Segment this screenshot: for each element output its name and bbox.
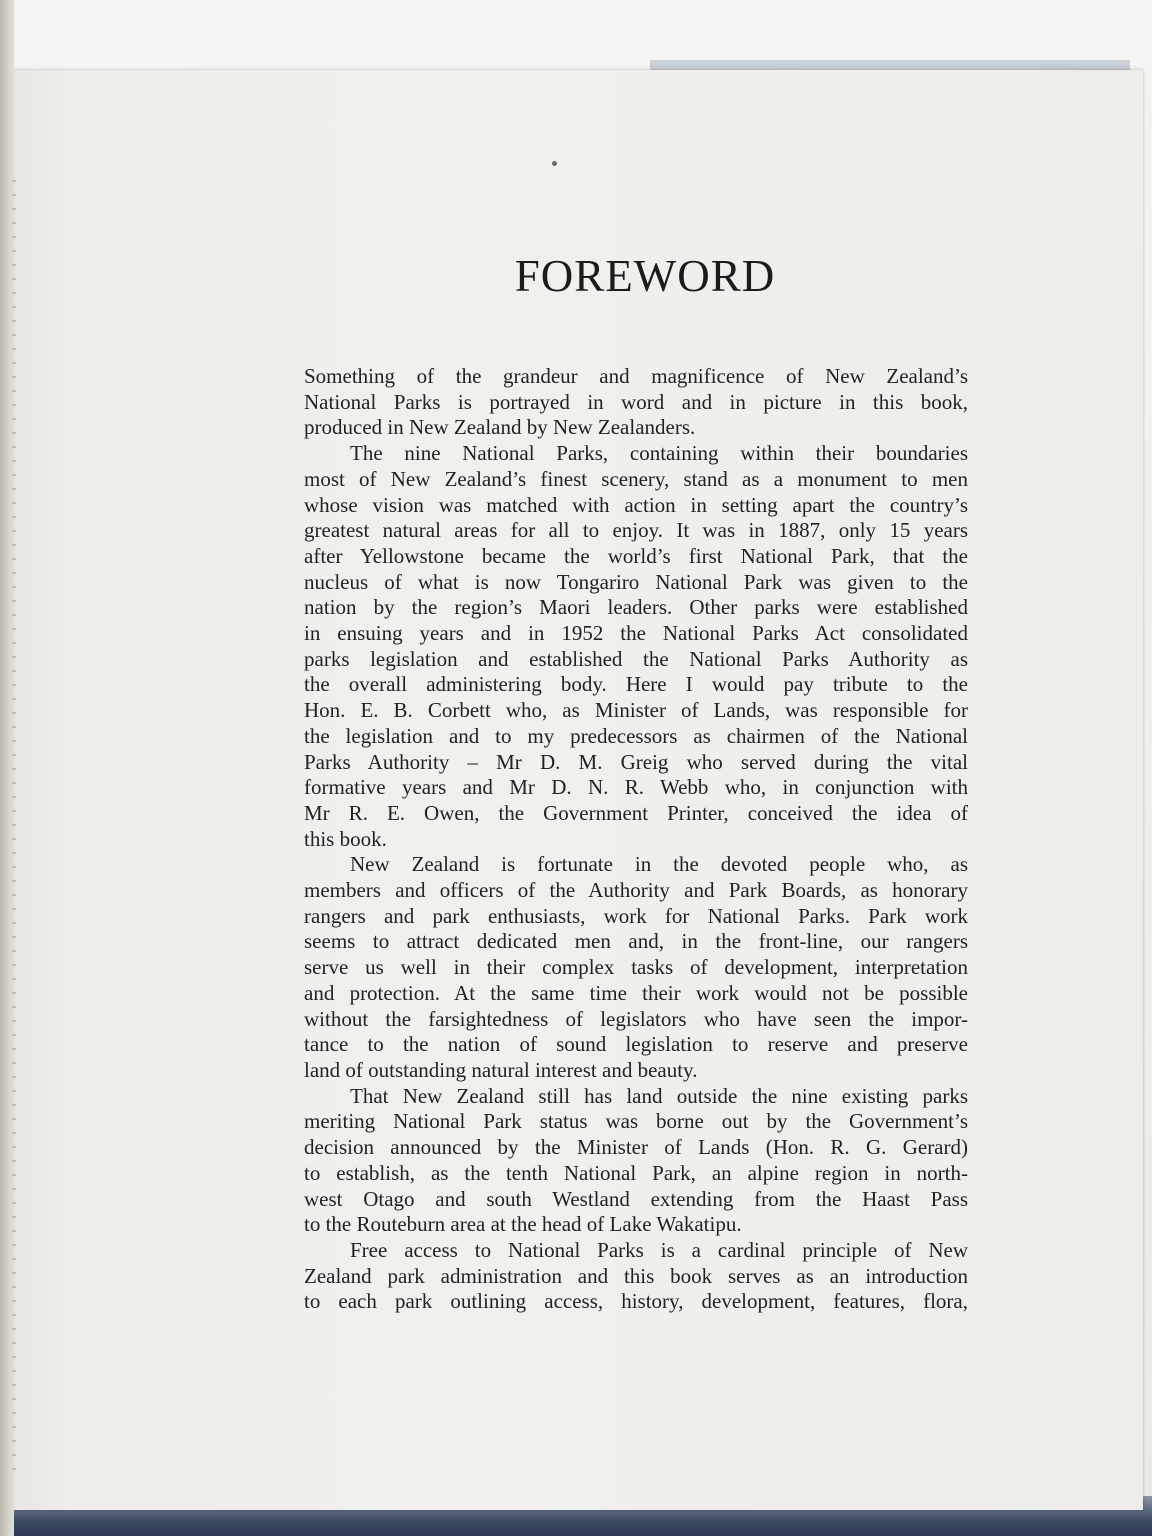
text-line: west Otago and south Westland extending from the Haast Pass [304,1186,968,1211]
text-line: parks legislation and established the National Parks Authority as [304,646,968,671]
text-line: members and officers of the Authority and Park Boards, as honorary [304,878,968,903]
binding-stitching [12,180,16,1480]
text-line: and protection. At the same time their work would not be possible [304,980,968,1005]
text-line: National Parks is portrayed in word and in picture in this book, [304,389,968,414]
text-line: serve us well in their complex tasks of development, interpretation [304,955,968,980]
text-line: decision announced by the Minister of Lands (Hon. R. G. Gerard) [304,1135,968,1160]
text-line: in ensuing years and in 1952 the National Parks Act consolidated [304,621,968,646]
text-line: whose vision was matched with action in setting apart the country’s [304,492,968,517]
text-line: The nine National Parks, containing within their boundaries [350,441,968,466]
text-line: produced in New Zealand by New Zealanders. [304,415,696,440]
text-line: this book. [304,826,387,851]
page-speck [552,161,557,166]
text-line: Zealand park administration and this book serves as an introduction [304,1263,968,1288]
text-line: greatest natural areas for all to enjoy. It was in 1887, only 15 years [304,518,968,543]
text-line: nucleus of what is now Tongariro National Park was given to the [304,569,968,594]
text-line: to each park outlining access, history, development, features, flora, [304,1289,968,1314]
text-line: the legislation and to my predecessors as chairmen of the National [304,723,968,748]
page-title: FOREWORD [514,251,776,301]
text-line: seems to attract dedicated men and, in the front-line, our rangers [304,929,968,954]
text-line: formative years and Mr D. N. R. Webb who, in conjunction with [304,775,968,800]
text-line: after Yellowstone became the world’s first National Park, that the [304,543,968,568]
text-line: tance to the nation of sound legislation to reserve and preserve [304,1032,968,1057]
text-line: land of outstanding natural interest and beauty. [304,1057,698,1082]
foreword-body [304,364,968,1315]
text-line: without the farsightedness of legislators who have seen the impor- [304,1006,968,1031]
text-line: most of New Zealand’s finest scenery, stand as a monument to men [304,466,968,491]
text-line: to establish, as the tenth National Park, an alpine region in north- [304,1160,968,1185]
text-line: Mr R. E. Owen, the Government Printer, conceived the idea of [304,800,968,825]
text-line: That New Zealand still has land outside the nine existing parks [350,1083,968,1108]
text-line: to the Routeburn area at the head of Lake Wakatipu. [304,1212,742,1237]
text-line: meriting National Park status was borne out by the Government’s [304,1109,968,1134]
text-line: nation by the region’s Maori leaders. Other parks were established [304,595,968,620]
text-line: Parks Authority – Mr D. M. Greig who served during the vital [304,749,968,774]
text-line: the overall administering body. Here I would pay tribute to the [304,672,968,697]
text-line: New Zealand is fortunate in the devoted people who, as [350,852,968,877]
text-line: Something of the grandeur and magnificence of New Zealand’s [304,364,968,388]
text-line: rangers and park enthusiasts, work for National Parks. Park work [304,903,968,928]
text-line: Free access to National Parks is a cardinal principle of New [350,1237,968,1262]
text-line: Hon. E. B. Corbett who, as Minister of Lands, was responsible for [304,698,968,723]
